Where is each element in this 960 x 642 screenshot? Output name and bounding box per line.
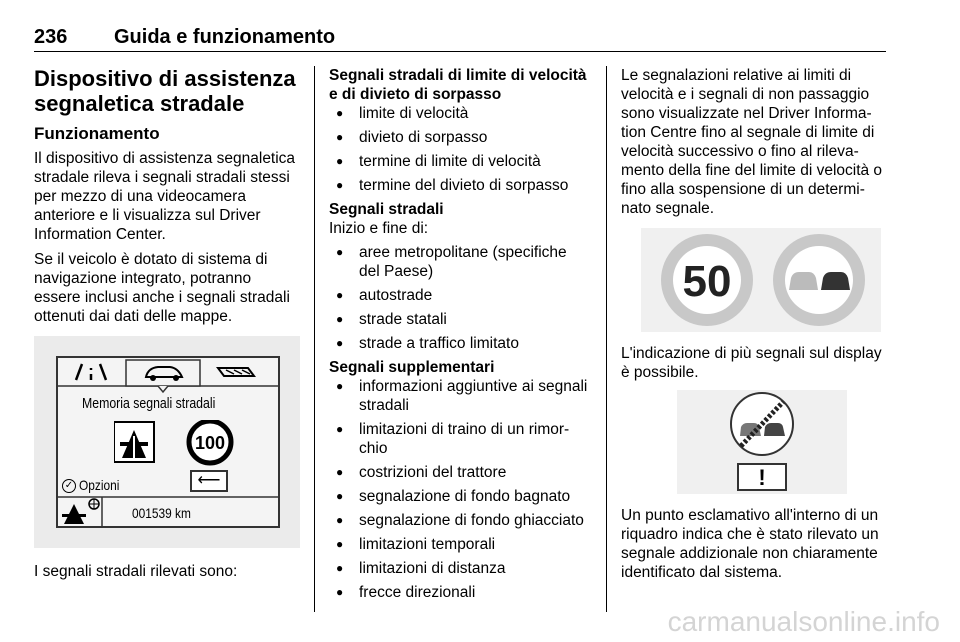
paragraph: L'indicazione di più segnali sul display è possibile. xyxy=(621,345,882,381)
svg-text:!: ! xyxy=(758,465,766,490)
no-overtaking-sign-icon xyxy=(773,234,865,326)
speed-signs-list xyxy=(329,104,591,195)
list-item: ● divieto di sorpasso xyxy=(329,128,591,147)
crosshair-icon xyxy=(89,499,99,509)
column-2 xyxy=(329,66,591,607)
paragraph: I segnali stradali rilevati sono: xyxy=(34,563,238,580)
options-label xyxy=(62,476,126,495)
section-title: Segnali stradali xyxy=(329,201,444,218)
list-item: ● termine del divieto di sorpasso xyxy=(329,176,591,195)
check-circle-icon: ✓ xyxy=(62,479,76,493)
paragraph: Il dispositivo di assistenza segnaletica stradale rileva i segnali stradali stessi per mezzo di una videocamera anteriore e li visualizza sul Driver Information Center. xyxy=(34,150,296,243)
traffic-signs-illustration xyxy=(641,228,881,332)
list-item: ● strade a traffico limitato xyxy=(329,334,591,353)
list-item: ● segnalazione di fondo bagnato xyxy=(329,487,591,506)
options-text: Opzioni xyxy=(79,477,120,493)
display-screen xyxy=(56,356,280,528)
watermark: carmanualsonline.info xyxy=(667,606,940,637)
supplementary-signs-list xyxy=(329,377,591,602)
exclamation-box-icon xyxy=(738,464,786,490)
list-item: ● limitazioni temporali xyxy=(329,535,591,554)
paragraph: Se il veicolo è dotato di sistema di navigazione integrato, potranno essere inclusi anche i segnali stradali ottenuti dai dati delle mappe. xyxy=(34,251,290,325)
list-item: ● informazioni aggiuntive ai segnali stradali xyxy=(329,377,591,415)
list-item: ● frecce direzionali xyxy=(329,583,591,602)
page-number: 236 xyxy=(34,26,68,48)
paragraph: Le segnalazioni relative ai limiti di velocità e i segnali di non passaggio sono visualizzate nel Driver Information Centre fino al segnale di limite di velocità successivo o fino al rilevamento della fine del limite di velocità o fino alla sospensione di un determinato segnale. xyxy=(621,67,883,217)
list-item: ● costrizioni del trattore xyxy=(329,463,591,482)
end-no-overtaking-illustration xyxy=(677,390,847,494)
section-title: Segnali supplementari xyxy=(329,359,495,376)
paragraph: Un punto esclamativo all'interno di un riquadro indica che è stato rilevato un segnale addizionale non chiaramente identificato dal sistema. xyxy=(621,507,879,581)
section-heading: Dispositivo di assistenza segnaletica stradale xyxy=(34,66,296,116)
driver-info-display-illustration xyxy=(34,336,300,548)
column-divider xyxy=(314,66,315,612)
end-of-no-overtaking-sign-icon xyxy=(731,393,793,455)
column-3 xyxy=(621,66,887,588)
lane-assist-icon xyxy=(218,368,254,376)
list-item: ● termine di limite di velocità xyxy=(329,152,591,171)
list-item: ● strade statali xyxy=(329,310,591,329)
list-item: ● limite di velocità xyxy=(329,104,591,123)
list-item: ● limitazioni di traino di un rimorchio xyxy=(329,420,591,458)
column-1 xyxy=(34,66,300,587)
paragraph: Inizio e fine di: xyxy=(329,220,429,237)
page-header xyxy=(34,24,886,52)
column-divider xyxy=(606,66,607,612)
list-item: ● segnalazione di fondo ghiacciato xyxy=(329,511,591,530)
subheading: Funzionamento xyxy=(34,124,160,143)
svg-text:100: 100 xyxy=(194,433,226,453)
speed-limit-50-sign-icon xyxy=(661,234,753,326)
motorway-small-icon xyxy=(62,504,86,524)
list-item: ● limitazioni di distanza xyxy=(329,559,591,578)
list-item: ● aree metropolitane (specifiche del Paese) xyxy=(329,243,591,281)
motorway-sign-icon xyxy=(114,422,154,462)
display-title: Memoria segnali stradali xyxy=(82,395,216,412)
road-lanes-icon xyxy=(76,364,106,380)
section-title: Segnali stradali di limite di velocità e di divieto di sorpasso xyxy=(329,67,587,103)
car-tab xyxy=(126,360,200,386)
odometer-readout: 001539 km xyxy=(132,505,191,521)
road-signs-list xyxy=(329,243,591,353)
speed-limit-sign-icon xyxy=(189,421,231,463)
running-title: Guida e funzionamento xyxy=(114,26,336,48)
back-arrow-icon: ⟵ xyxy=(190,470,228,492)
svg-text:50: 50 xyxy=(682,257,732,306)
list-item: ● autostrade xyxy=(329,286,591,305)
